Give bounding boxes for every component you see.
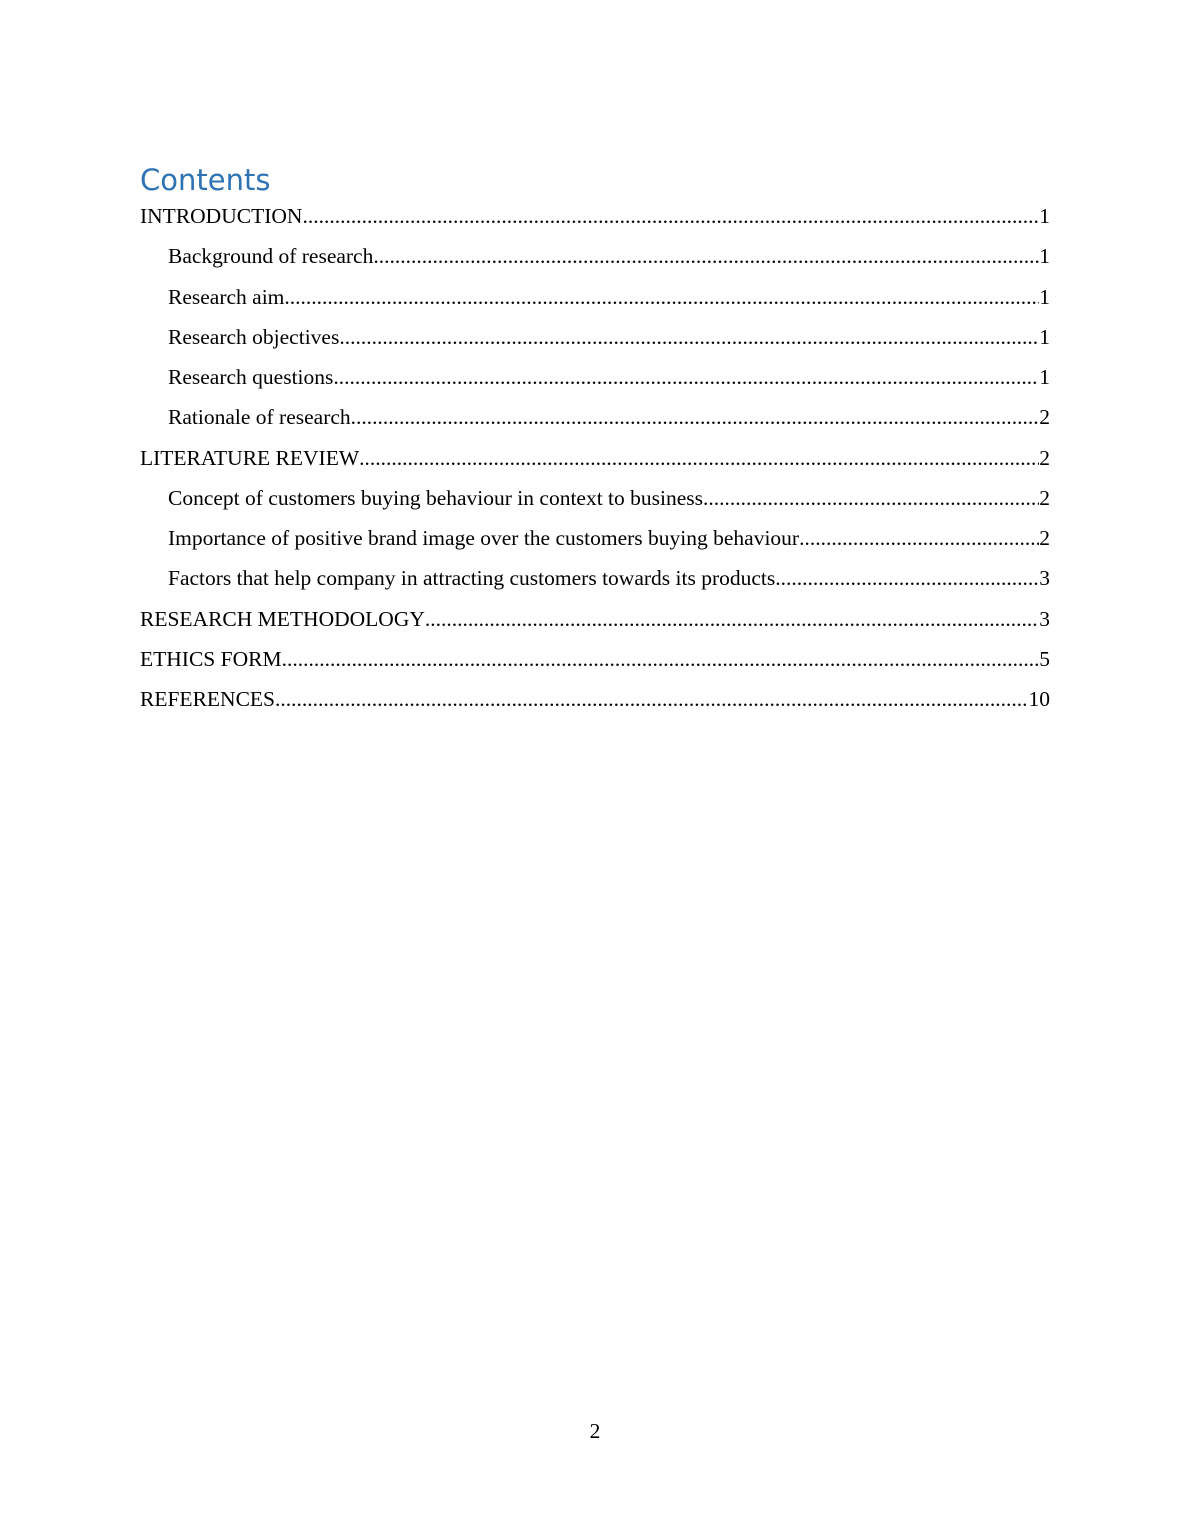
toc-entry-label: Research aim <box>168 284 285 309</box>
toc-entry-importance-of-positive-brand-image[interactable] <box>140 522 1050 562</box>
toc-entry-page: 2 <box>1039 405 1050 430</box>
dot-leader <box>333 361 1039 393</box>
toc-entry-ethics-form[interactable] <box>140 643 1050 683</box>
dot-leader <box>351 401 1040 433</box>
toc-entry-page: 3 <box>1039 566 1050 591</box>
toc-entry-page: 1 <box>1039 284 1050 309</box>
toc-entry-page: 2 <box>1039 445 1050 470</box>
toc-entry-page: 1 <box>1039 365 1050 389</box>
toc-entry-research-aim[interactable] <box>140 281 1050 321</box>
toc-entry-label: Rationale of research <box>168 405 351 430</box>
toc-entry-label: Research objectives <box>168 324 340 349</box>
dot-leader <box>425 603 1039 635</box>
toc-entry-page: 2 <box>1039 526 1050 550</box>
toc-entry-label: Research questions <box>168 365 334 389</box>
toc-entry-research-objectives[interactable] <box>140 321 1050 361</box>
toc-entry-research-methodology[interactable] <box>140 603 1050 643</box>
toc-entry-label: Concept of customers buying behaviour in context to business <box>168 485 704 510</box>
dot-leader <box>703 482 1039 514</box>
toc-entry-rationale-of-research[interactable] <box>140 401 1050 441</box>
dot-leader <box>339 321 1039 353</box>
toc-entry-page: 1 <box>1039 244 1050 269</box>
table-of-contents <box>140 200 1050 723</box>
toc-entry-label: RESEARCH METHODOLOGY <box>140 606 425 631</box>
page-number: 2 <box>589 1419 601 1443</box>
toc-entry-page: 1 <box>1039 324 1050 349</box>
toc-entry-factors-attracting-customers[interactable] <box>140 562 1050 602</box>
toc-entry-page: 1 <box>1039 204 1050 228</box>
toc-entry-label: ETHICS FORM <box>140 646 282 671</box>
toc-entry-label: Background of research <box>168 244 374 269</box>
toc-entry-references[interactable] <box>140 683 1050 723</box>
toc-entry-concept-of-customers-buying-behaviour[interactable] <box>140 482 1050 522</box>
toc-entry-research-questions[interactable] <box>140 361 1050 401</box>
toc-entry-literature-review[interactable] <box>140 442 1050 482</box>
toc-entry-page: 3 <box>1039 606 1050 631</box>
dot-leader <box>284 281 1039 313</box>
dot-leader <box>799 522 1039 554</box>
toc-entry-page: 10 <box>1028 687 1050 711</box>
toc-entry-page: 5 <box>1039 646 1050 671</box>
toc-entry-label: LITERATURE REVIEW <box>140 445 360 470</box>
dot-leader <box>359 442 1039 474</box>
toc-entry-label: Factors that help company in attracting customers towards its products <box>168 566 776 591</box>
toc-entry-label: INTRODUCTION <box>140 204 303 228</box>
toc-entry-label: REFERENCES <box>140 687 275 711</box>
dot-leader <box>275 683 1029 715</box>
dot-leader <box>282 643 1040 675</box>
dot-leader <box>373 240 1039 272</box>
toc-entry-background-of-research[interactable] <box>140 240 1050 280</box>
dot-leader <box>775 562 1039 594</box>
toc-title: Contents <box>140 163 271 197</box>
dot-leader <box>302 200 1039 232</box>
toc-entry-introduction[interactable] <box>140 200 1050 240</box>
toc-entry-page: 2 <box>1039 485 1050 510</box>
toc-entry-label: Importance of positive brand image over the customers buying behaviour <box>168 526 800 550</box>
